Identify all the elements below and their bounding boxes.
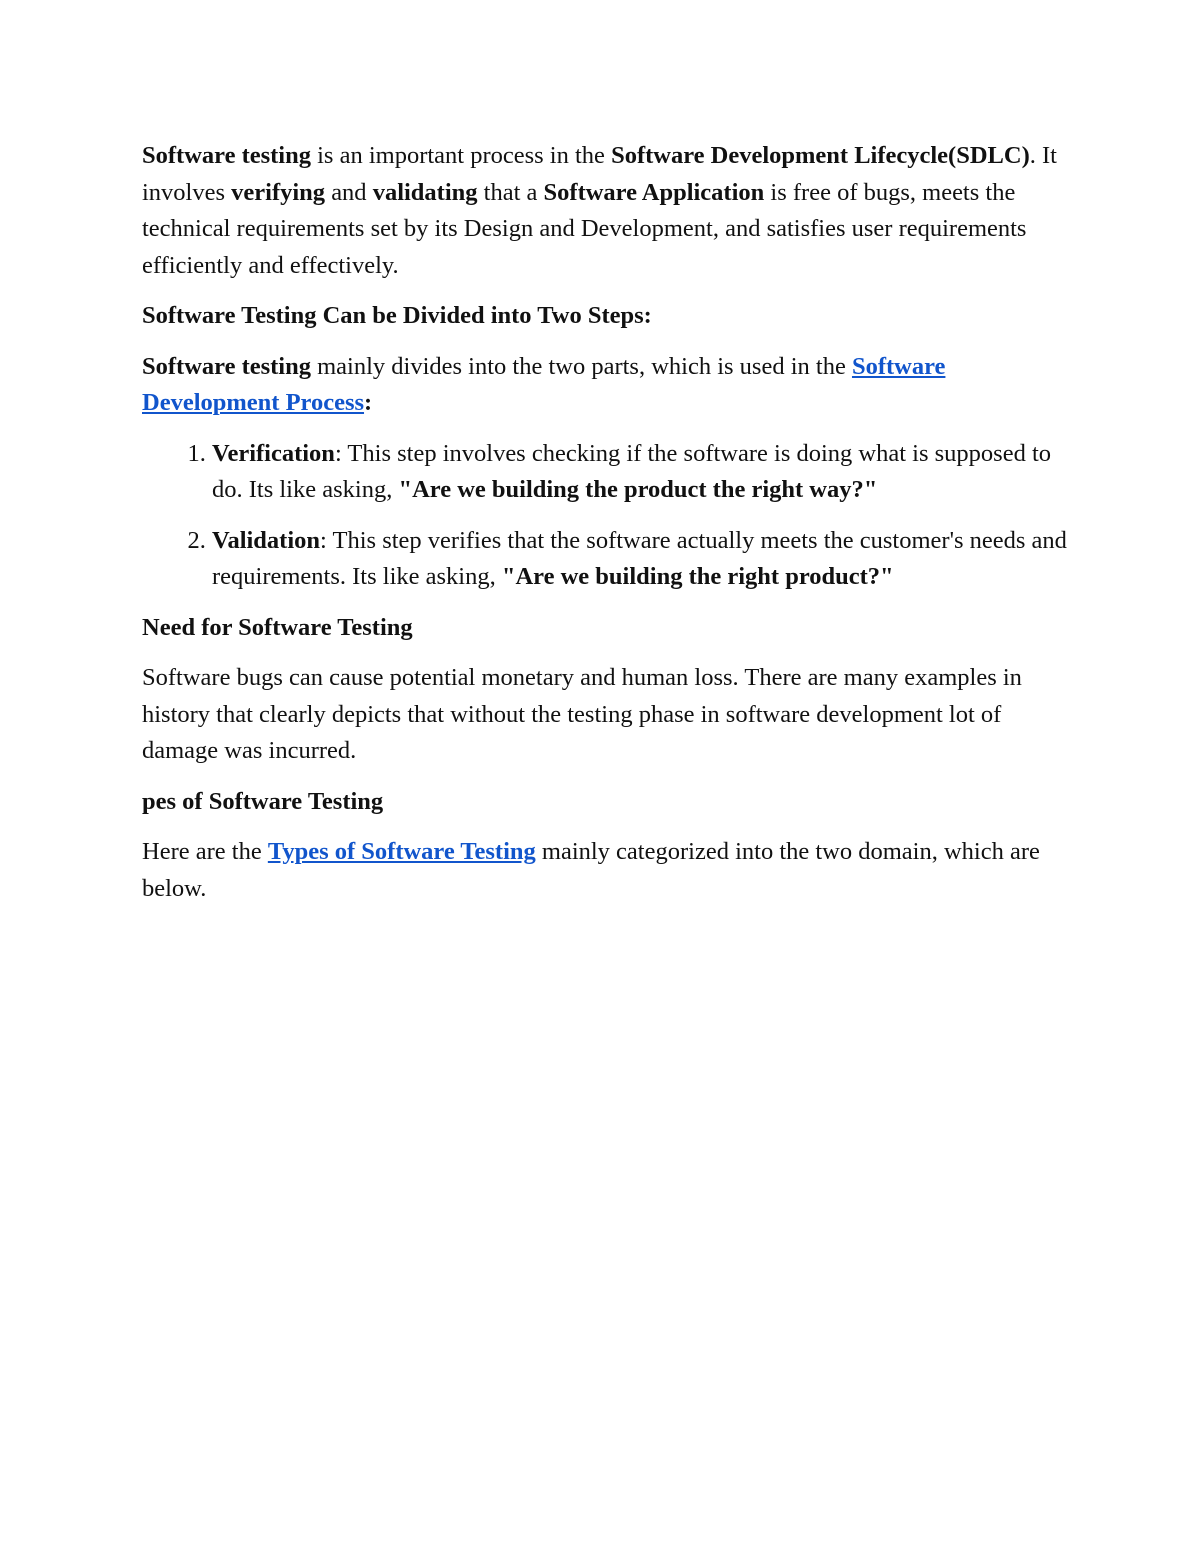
intro-bold-validating: validating	[372, 178, 478, 206]
step-title: Validation	[212, 526, 321, 554]
intro-bold-verifying: verifying	[231, 178, 326, 206]
types-text: Here are the	[142, 838, 268, 865]
types-text: mainly categorized into the two domain, which are below.	[142, 838, 1040, 902]
intro-text: and	[325, 178, 373, 206]
intro-text: that a	[477, 178, 544, 206]
step-text: : This step verifies that the software actually meets the customer's needs and requirements. Its like asking,	[212, 526, 1067, 590]
steps-list	[142, 436, 1067, 596]
intro-bold-sdlc: Software Development Lifecycle(SDLC)	[611, 142, 1030, 169]
types-paragraph	[142, 834, 1067, 907]
steps-heading: Software Testing Can be Divided into Two Steps:	[142, 302, 652, 329]
software-development-process-link[interactable]: Software Development Process	[142, 352, 946, 416]
need-heading: Need for Software Testing	[142, 613, 413, 641]
intro-text: is an important process in the	[310, 142, 612, 169]
intro-bold-software-application: Software Application	[543, 178, 765, 206]
intro-bold-software-testing: Software testing	[142, 142, 311, 169]
need-paragraph: Software bugs can cause potential monetary and human loss. There are many examples in history that clearly depicts that without the testing phase in software development lot of damage was incurred.	[142, 664, 1022, 764]
steps-intro-text: mainly divides into the two parts, which is used in the	[310, 352, 852, 380]
list-item	[212, 523, 1067, 596]
step-title: Verification	[212, 439, 335, 467]
intro-paragraph	[142, 138, 1067, 284]
steps-intro-bold: Software testing	[142, 352, 311, 380]
step-question: "Are we building the right product?"	[501, 563, 894, 590]
intro-text: . It involves	[142, 142, 1057, 206]
step-question: "Are we building the product the right way?"	[398, 476, 878, 503]
types-of-software-testing-link[interactable]: Types of Software Testing	[267, 838, 536, 865]
list-item	[212, 436, 1067, 509]
steps-intro-paragraph	[142, 349, 1067, 422]
step-text: : This step involves checking if the software is doing what is supposed to do. Its like asking,	[212, 439, 1052, 503]
steps-intro-colon: :	[364, 389, 373, 416]
intro-text: is free of bugs, meets the technical requirements set by its Design and Development, and satisfies user requirements efficiently and effectively.	[142, 178, 1027, 279]
document-page	[142, 138, 1067, 921]
types-heading: pes of Software Testing	[142, 787, 384, 815]
